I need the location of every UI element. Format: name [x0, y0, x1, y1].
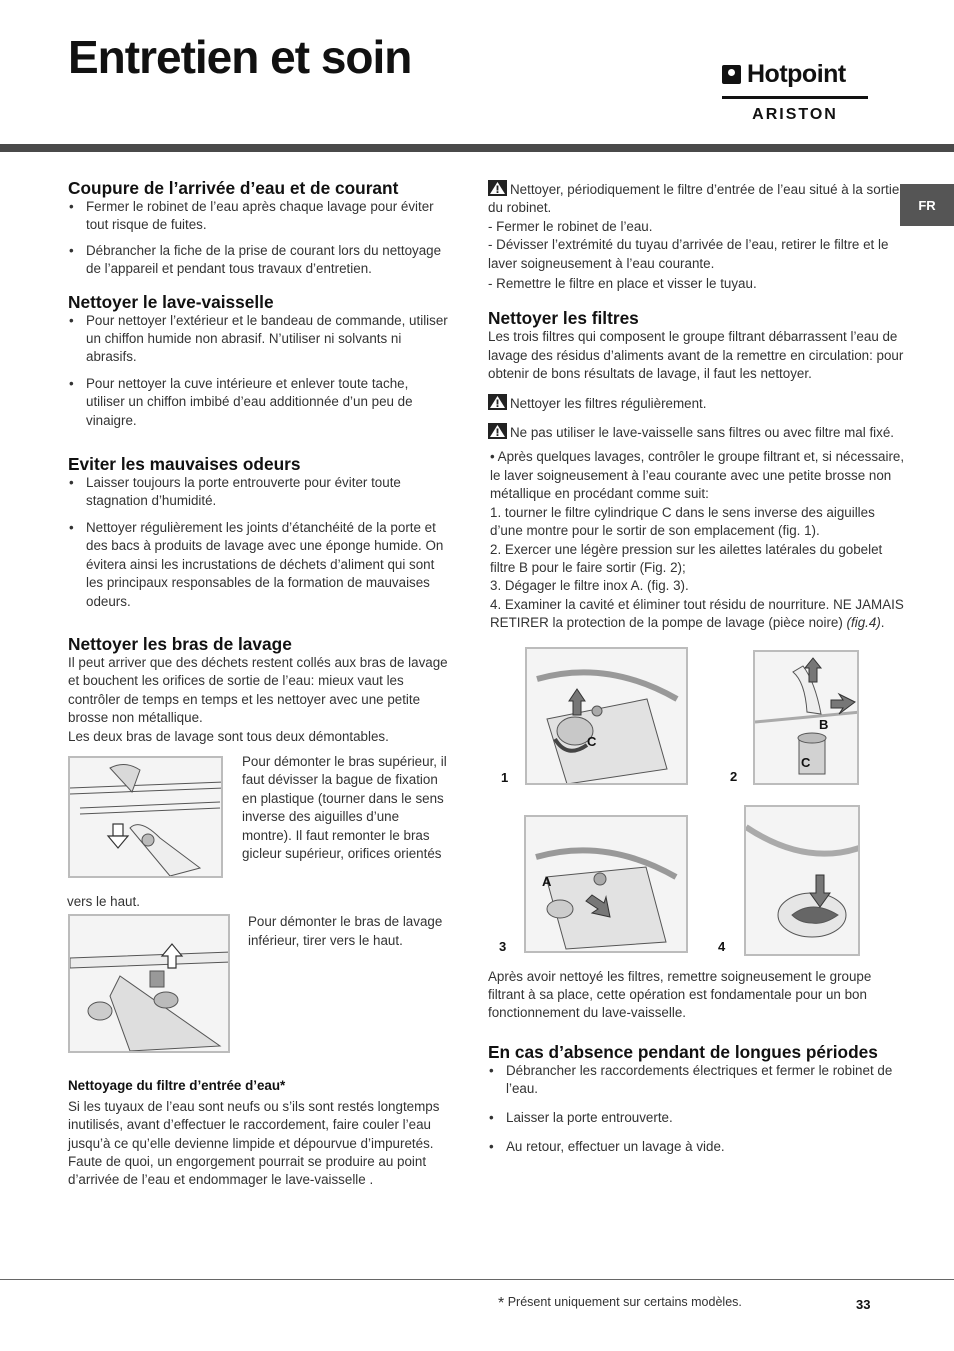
filter-figure-3: [524, 815, 688, 953]
figure-number: 1: [501, 769, 509, 785]
list-item: • Nettoyer régulièrement les joints d’étanchéité de la porte et des bacs à produits de lavage avec une éponge humide. On évitera ainsi les incrustations de déchets d’aliment qui sont les principaux responsables de la formation de mauvaises odeurs.: [68, 519, 448, 611]
right-column: [488, 180, 906, 1156]
upper-arm-instructions: Pour démonter le bras supérieur, il faut dévisser la bague de fixation en plastique (tourner dans le sens inverse des aiguilles d’une montre). Il faut remonter le bras gicleur supérieur, orifices orientés: [242, 753, 447, 861]
footer-divider: [0, 1279, 954, 1280]
odours-list: [68, 474, 448, 611]
section-heading-filters: Nettoyer les filtres: [488, 308, 639, 329]
warning-icon: [488, 394, 507, 410]
step-1: 1. tourner le filtre cylindrique C dans le sens inverse des aiguilles d’une montre pour le sortir de son emplacement (fig. 1).: [490, 504, 875, 539]
lower-spray-arm-figure: [68, 914, 230, 1053]
absence-list: [488, 1062, 906, 1157]
list-item: • Pour nettoyer l’extérieur et le bandeau de commande, utiliser un chiffon humide non abrasif. N’utiliser ni solvants ni abrasifs.: [68, 312, 448, 367]
list-item: • Pour nettoyer la cuve intérieure et enlever toute tache, utiliser un chiffon imbibé d’eau additionnée d’un peu de vinaigre.: [68, 375, 448, 430]
lower-arm-instructions: Pour démonter le bras de lavage inférieur, tirer vers le haut.: [248, 914, 443, 948]
brand-secondary: ARISTON: [752, 106, 838, 123]
section-heading-absence: En cas d’absence pendant de longues périodes: [488, 1041, 878, 1062]
section-heading-inlet-filter: Nettoyage du filtre d’entrée d’eau*: [68, 1078, 286, 1094]
inlet-step: - Fermer le robinet de l’eau.: [488, 218, 653, 234]
filter-figure-4: [744, 805, 860, 956]
section-heading-spray-arms: Nettoyer les bras de lavage: [68, 633, 292, 654]
inlet-step: - Dévisser l’extrémité du tuyau d’arrivée de l’eau, retirer le filtre et le laver soigneusement à l’eau courante.: [488, 237, 889, 271]
footnote: * Présent uniquement sur certains modèles.: [498, 1295, 742, 1312]
left-column: [68, 178, 448, 1190]
filter-figure-1: [525, 647, 688, 785]
warning-icon: [488, 423, 507, 439]
filters-paragraph: Les trois filtres qui composent le groupe filtrant débarrassent l’eau de lavage des résidus d’aliments avant de la remettre en circulation: pour obtenir de bons résultats de lavage, il faut les nettoyer.: [488, 329, 904, 382]
filters-warning-2: Ne pas utiliser le lave-vaisselle sans filtres ou avec filtre mal fixé.: [488, 423, 906, 442]
inlet-step: - Remettre le filtre en place et visser le tuyau.: [488, 276, 757, 292]
spray-arms-removable: Les deux bras de lavage sont tous deux démontables.: [68, 728, 389, 744]
upper-arm-tail: vers le haut.: [67, 893, 140, 909]
list-item: • Fermer le robinet de l’eau après chaque lavage pour éviter tout risque de fuites.: [68, 198, 448, 235]
figure-number: 4: [718, 938, 726, 954]
brand-primary: Hotpoint: [747, 60, 846, 88]
header-divider: [0, 144, 954, 152]
list-item: • Débrancher les raccordements électriques et fermer le robinet de l’eau.: [488, 1062, 906, 1099]
after-cleaning-paragraph: Après avoir nettoyé les filtres, remettre soigneusement le groupe filtrant à sa place, cette opération est fondamentale pour un bon fonctionnement du lave-vaisselle.: [488, 968, 872, 1021]
list-item: • Au retour, effectuer un lavage à vide.: [488, 1138, 906, 1156]
inlet-filter-warning: Nettoyer, périodiquement le filtre d’entrée de l’eau situé à la sortie du robinet.: [488, 182, 900, 216]
filter-figures: [488, 644, 906, 964]
upper-spray-arm-figure: [68, 756, 223, 878]
filter-figure-2: [753, 650, 859, 785]
page-number: 33: [856, 1297, 871, 1312]
hotpoint-logo-icon: [722, 65, 741, 84]
figure-number: 3: [499, 938, 507, 954]
warning-icon: [488, 180, 507, 196]
page-title: Entretien et soin: [68, 31, 412, 83]
brand-logo: [722, 60, 868, 124]
clean-dishwasher-list: [68, 312, 448, 430]
step-2: 2. Exercer une légère pression sur les ailettes latérales du gobelet filtre B pour le faire sortir (Fig. 2);: [490, 541, 883, 575]
section-heading-clean-dishwasher: Nettoyer le lave-vaisselle: [68, 291, 274, 312]
figure-number: 2: [730, 768, 738, 784]
filter-label-c: C: [801, 754, 811, 770]
inlet-filter-paragraph: Si les tuyaux de l’eau sont neufs ou s’ils sont restés longtemps inutilisés, avant d’effectuer le raccordement, faire couler l’eau jusqu’à ce qu’elle devienne limpide et dépourvue d’impuretés. Faute de quoi, un engorgement pourrait se produire au point d’arrivée de l’eau et endommager le lave-vaisselle .: [68, 1098, 440, 1188]
list-item: • Laisser toujours la porte entrouverte pour éviter toute stagnation d’humidité.: [68, 474, 448, 511]
section-heading-water-power: Coupure de l’arrivée d’eau et de courant: [68, 178, 399, 198]
filter-steps: [488, 448, 906, 632]
list-item: • Laisser la porte entrouverte.: [488, 1109, 906, 1127]
water-power-list: [68, 198, 448, 279]
filters-warning-1: Nettoyer les filtres régulièrement.: [488, 394, 906, 413]
filter-label-c: C: [587, 733, 597, 749]
spray-arms-paragraph: Il peut arriver que des déchets restent collés aux bras de lavage et bouchent les orifices de sortie de l’eau: mieux vaut les contrôler de temps en temps et les nettoyer avec une petite brosse non métallique.: [68, 654, 448, 726]
section-heading-odours: Eviter les mauvaises odeurs: [68, 454, 301, 475]
steps-intro: • Après quelques lavages, contrôler le groupe filtrant et, si nécessaire, le laver soigneusement à l’eau courante avec une petite brosse non métallique en procédant comme suit:: [490, 449, 905, 502]
filter-label-a: A: [542, 873, 552, 889]
step-3: 3. Dégager le filtre inox A. (fig. 3).: [490, 578, 689, 594]
filter-label-b: B: [819, 716, 829, 732]
step-4: 4. Examiner la cavité et éliminer tout résidu de nourriture. NE JAMAIS RETIRER la protection de la pompe de lavage (pièce noire) (fig.4).: [490, 596, 904, 631]
list-item: • Débrancher la fiche de la prise de courant lors du nettoyage de l’appareil et pendant tous travaux d’entretien.: [68, 242, 448, 279]
language-tab: FR: [900, 184, 954, 226]
